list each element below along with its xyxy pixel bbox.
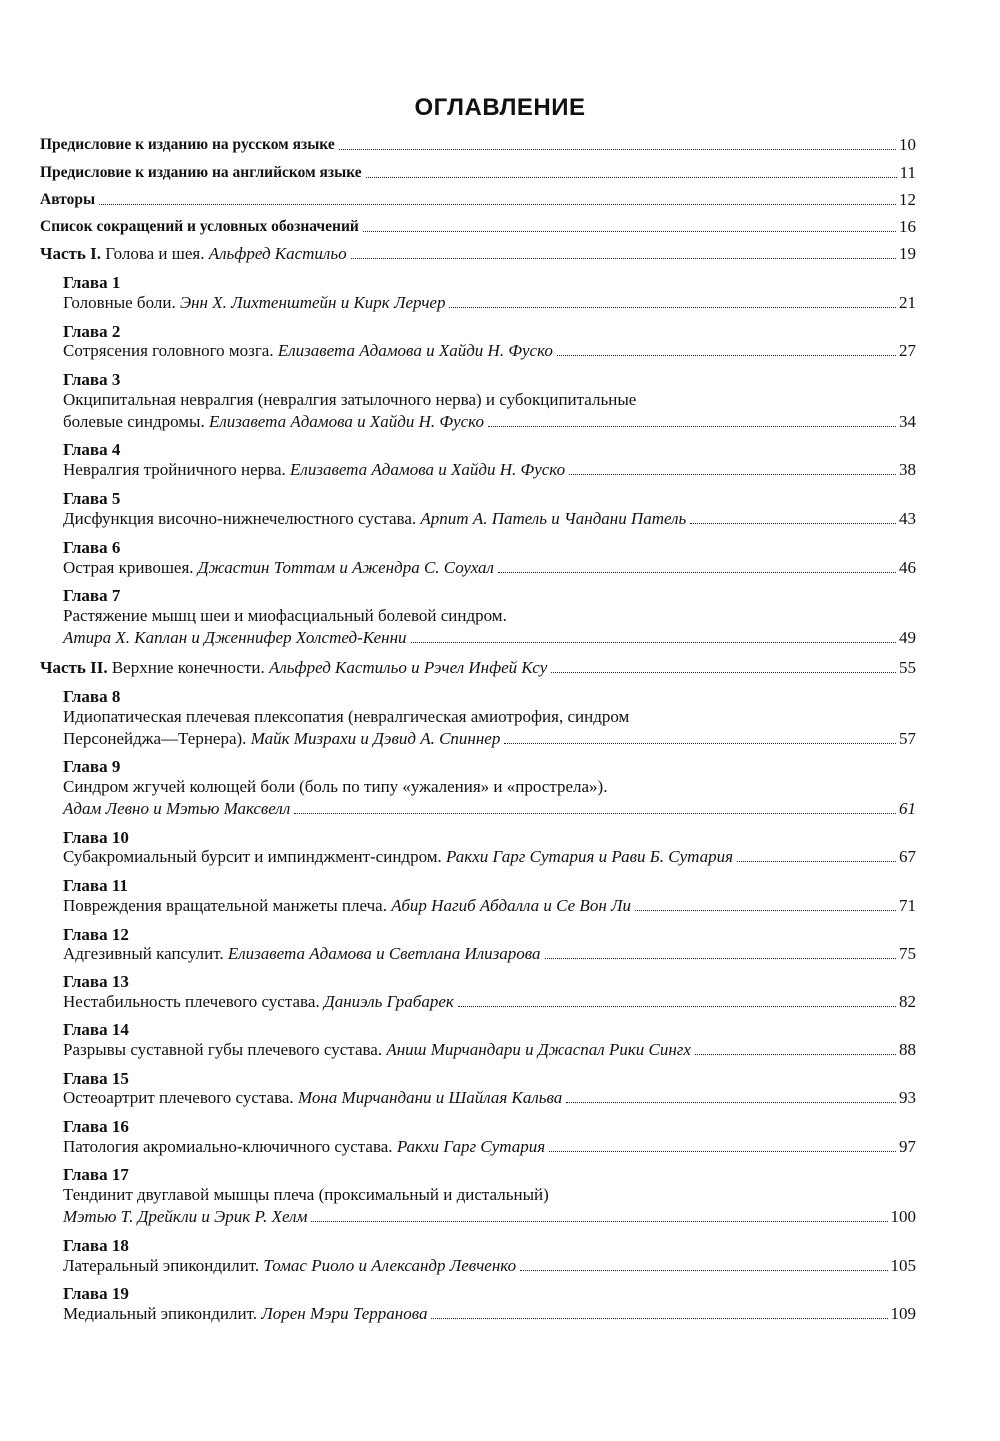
entry-title: Предисловие к изданию на русском языке	[40, 136, 335, 153]
chapter-label: Глава 4	[63, 440, 121, 459]
toc-part-2[interactable]	[40, 657, 916, 678]
chapter-authors: Мона Мирчандани и Шайлая Кальва	[297, 1088, 563, 1107]
leader-dots	[351, 258, 896, 259]
entry-title: Список сокращений и условных обозначений	[40, 218, 359, 235]
toc-entry-chapter-15[interactable]	[63, 1087, 916, 1108]
chapter-label: Глава 8	[63, 687, 121, 706]
chapter-authors: Энн Х. Лихтенштейн и Кирк Лерчер	[179, 293, 446, 312]
chapter-label: Глава 10	[63, 828, 129, 847]
page-number: 82	[899, 992, 916, 1011]
toc-entry-chapter-1[interactable]	[63, 292, 916, 313]
leader-dots	[458, 1006, 896, 1007]
chapter-label: Глава 6	[63, 538, 121, 557]
chapter-title: Остеоартрит плечевого сустава.	[63, 1088, 294, 1107]
chapter-authors: Аниш Мирчандари и Джаспал Рики Сингх	[386, 1040, 691, 1059]
chapter-title: Субакромиальный бурсит и импинджмент-синдром.	[63, 847, 442, 866]
toc-part-1[interactable]	[40, 243, 916, 264]
part-label: Часть I.	[40, 244, 101, 263]
entry-title: Авторы	[40, 191, 96, 208]
page-number: 12	[899, 190, 916, 209]
page-number: 55	[899, 658, 916, 677]
page-number: 21	[899, 293, 916, 312]
entry-title: Предисловие к изданию на английском языке	[40, 164, 362, 181]
page-number: 75	[899, 944, 916, 963]
page-number: 46	[899, 558, 916, 577]
chapter-authors: Мэтью Т. Дрейкли и Эрик Р. Хелм	[63, 1207, 308, 1226]
chapter-authors: Елизавета Адамова и Хайди Н. Фуско	[290, 460, 566, 479]
page-number: 93	[899, 1088, 916, 1107]
toc-entry-chapter-16[interactable]	[63, 1136, 916, 1157]
toc-entry-chapter-10[interactable]	[63, 846, 916, 867]
chapter-label: Глава 7	[63, 586, 121, 605]
leader-dots	[411, 642, 896, 643]
page-number: 43	[899, 509, 916, 528]
chapter-label: Глава 2	[63, 322, 121, 341]
chapter-authors: Арпит А. Патель и Чандани Патель	[420, 509, 687, 528]
chapter-title: Медиальный эпикондилит.	[63, 1304, 257, 1323]
leader-dots	[545, 958, 896, 959]
chapter-authors: Абир Нагиб Абдалла и Се Вон Ли	[391, 896, 632, 915]
leader-dots	[520, 1270, 887, 1271]
toc-entry-chapter-18[interactable]	[63, 1255, 916, 1276]
chapter-label: Глава 9	[63, 757, 121, 776]
page-number: 34	[899, 412, 916, 431]
chapter-title: Персонейджа—Тернера).	[63, 729, 247, 748]
leader-dots	[690, 523, 896, 524]
leader-dots	[569, 474, 896, 475]
leader-dots	[363, 231, 896, 232]
toc-entry-chapter-12[interactable]	[63, 943, 916, 964]
toc-entry-front-1[interactable]	[40, 134, 916, 155]
chapter-label: Глава 11	[63, 876, 128, 895]
page-number: 19	[899, 244, 916, 263]
chapter-authors: Даниэль Грабарек	[323, 992, 454, 1011]
toc-entry-chapter-6[interactable]	[63, 557, 916, 578]
leader-dots	[99, 204, 896, 205]
chapter-label: Глава 12	[63, 925, 129, 944]
toc-entry-front-4[interactable]	[40, 216, 916, 237]
chapter-authors: Джастин Тоттам и Ажендра С. Соухал	[197, 558, 494, 577]
page-number: 88	[899, 1040, 916, 1059]
leader-dots	[311, 1221, 887, 1222]
toc-entry-chapter-19[interactable]	[63, 1303, 916, 1324]
chapter-label: Глава 14	[63, 1020, 129, 1039]
toc-entry-chapter-3[interactable]	[63, 411, 916, 432]
chapter-title: Разрывы суставной губы плечевого сустава.	[63, 1040, 383, 1059]
page-number: 11	[899, 163, 916, 182]
toc-entry-chapter-7[interactable]	[63, 627, 916, 648]
chapter-title: Сотрясения головного мозга.	[63, 341, 274, 360]
chapter-label: Глава 15	[63, 1069, 129, 1088]
chapter-label: Глава 5	[63, 489, 121, 508]
page-number: 27	[899, 341, 916, 360]
chapter-authors: Томас Риоло и Александр Левченко	[263, 1256, 517, 1275]
chapter-title-line: Растяжение мышц шеи и миофасциальный болевой синдром.	[63, 606, 507, 625]
page-number: 38	[899, 460, 916, 479]
chapter-title-line: Синдром жгучей колющей боли (боль по типу «ужаления» и «прострела»).	[63, 777, 608, 796]
leader-dots	[488, 426, 896, 427]
toc-entry-chapter-13[interactable]	[63, 991, 916, 1012]
chapter-label: Глава 16	[63, 1117, 129, 1136]
toc-entry-chapter-17[interactable]	[63, 1206, 916, 1227]
part-authors: Альфред Кастильо и Рэчел Инфей Ксу	[268, 658, 548, 677]
chapter-label: Глава 18	[63, 1236, 129, 1255]
toc-entry-chapter-4[interactable]	[63, 459, 916, 480]
leader-dots	[449, 307, 896, 308]
leader-dots	[695, 1054, 896, 1055]
leader-dots	[339, 149, 896, 150]
chapter-label: Глава 1	[63, 273, 121, 292]
chapter-title: Адгезивный капсулит.	[63, 944, 224, 963]
chapter-authors: Елизавета Адамова и Светлана Илизарова	[227, 944, 541, 963]
chapter-authors: Елизавета Адамова и Хайди Н. Фуско	[277, 341, 553, 360]
leader-dots	[549, 1151, 896, 1152]
chapter-authors: Майк Мизрахи и Дэвид А. Спиннер	[250, 729, 501, 748]
chapter-authors: Атира Х. Каплан и Дженнифер Холстед-Кенни	[63, 628, 407, 647]
page-number: 61	[899, 799, 916, 818]
chapter-title: Головные боли.	[63, 293, 176, 312]
page-number: 49	[899, 628, 916, 647]
toc-entry-chapter-5[interactable]	[63, 508, 916, 529]
part-label: Часть II.	[40, 658, 108, 677]
chapter-title: Повреждения вращательной манжеты плеча.	[63, 896, 387, 915]
chapter-title: Невралгия тройничного нерва.	[63, 460, 286, 479]
chapter-title-line: Окципитальная невралгия (невралгия затылочного нерва) и субокципитальные	[63, 390, 637, 409]
page-number: 109	[890, 1304, 916, 1323]
chapter-title: Латеральный эпикондилит.	[63, 1256, 260, 1275]
part-title: Голова и шея.	[105, 244, 205, 263]
leader-dots	[366, 177, 897, 178]
page-number: 16	[899, 217, 916, 236]
leader-dots	[737, 861, 896, 862]
page-number: 67	[899, 847, 916, 866]
part-title: Верхние конечности.	[111, 658, 265, 677]
chapter-label: Глава 17	[63, 1165, 129, 1184]
toc-entry-front-2[interactable]	[40, 162, 916, 183]
chapter-authors: Елизавета Адамова и Хайди Н. Фуско	[208, 412, 484, 431]
chapter-title: Дисфункция височно-нижнечелюстного сустава.	[63, 509, 417, 528]
chapter-title: Патология акромиально-ключичного сустава.	[63, 1137, 393, 1156]
toc-entry-chapter-11[interactable]	[63, 895, 916, 916]
toc-entry-chapter-2[interactable]	[63, 340, 916, 361]
chapter-title-line: Тендинит двуглавой мышцы плеча (проксимальный и дистальный)	[63, 1185, 549, 1204]
page-number: 57	[899, 729, 916, 748]
page-number: 71	[899, 896, 916, 915]
page-title: ОГЛАВЛЕНИЕ	[414, 94, 586, 121]
leader-dots	[635, 910, 896, 911]
chapter-label: Глава 19	[63, 1284, 129, 1303]
leader-dots	[551, 672, 896, 673]
leader-dots	[498, 572, 896, 573]
toc-entry-chapter-9[interactable]	[63, 798, 916, 819]
leader-dots	[294, 813, 896, 814]
toc-entry-chapter-14[interactable]	[63, 1039, 916, 1060]
toc-entry-front-3[interactable]	[40, 189, 916, 210]
page-number: 10	[899, 135, 916, 154]
page-number: 100	[890, 1207, 916, 1226]
chapter-title-line: Идиопатическая плечевая плексопатия (невралгическая амиотрофия, синдром	[63, 707, 630, 726]
leader-dots	[504, 743, 896, 744]
page-number: 97	[899, 1137, 916, 1156]
chapter-authors: Адам Левно и Мэтью Максвелл	[63, 799, 291, 818]
chapter-label: Глава 3	[63, 370, 121, 389]
chapter-title: Острая кривошея.	[63, 558, 194, 577]
chapter-label: Глава 13	[63, 972, 129, 991]
chapter-authors: Ракхи Гарг Сутария и Рави Б. Сутария	[446, 847, 734, 866]
chapter-title: Нестабильность плечевого сустава.	[63, 992, 320, 1011]
chapter-authors: Ракхи Гарг Сутария	[396, 1137, 546, 1156]
leader-dots	[431, 1318, 887, 1319]
chapter-title: болевые синдромы.	[63, 412, 205, 431]
part-authors: Альфред Кастильо	[208, 244, 347, 263]
leader-dots	[566, 1102, 896, 1103]
page-number: 105	[890, 1256, 916, 1275]
leader-dots	[557, 355, 896, 356]
toc-entry-chapter-8[interactable]	[63, 728, 916, 749]
chapter-authors: Лорен Мэри Терранова	[261, 1304, 428, 1323]
